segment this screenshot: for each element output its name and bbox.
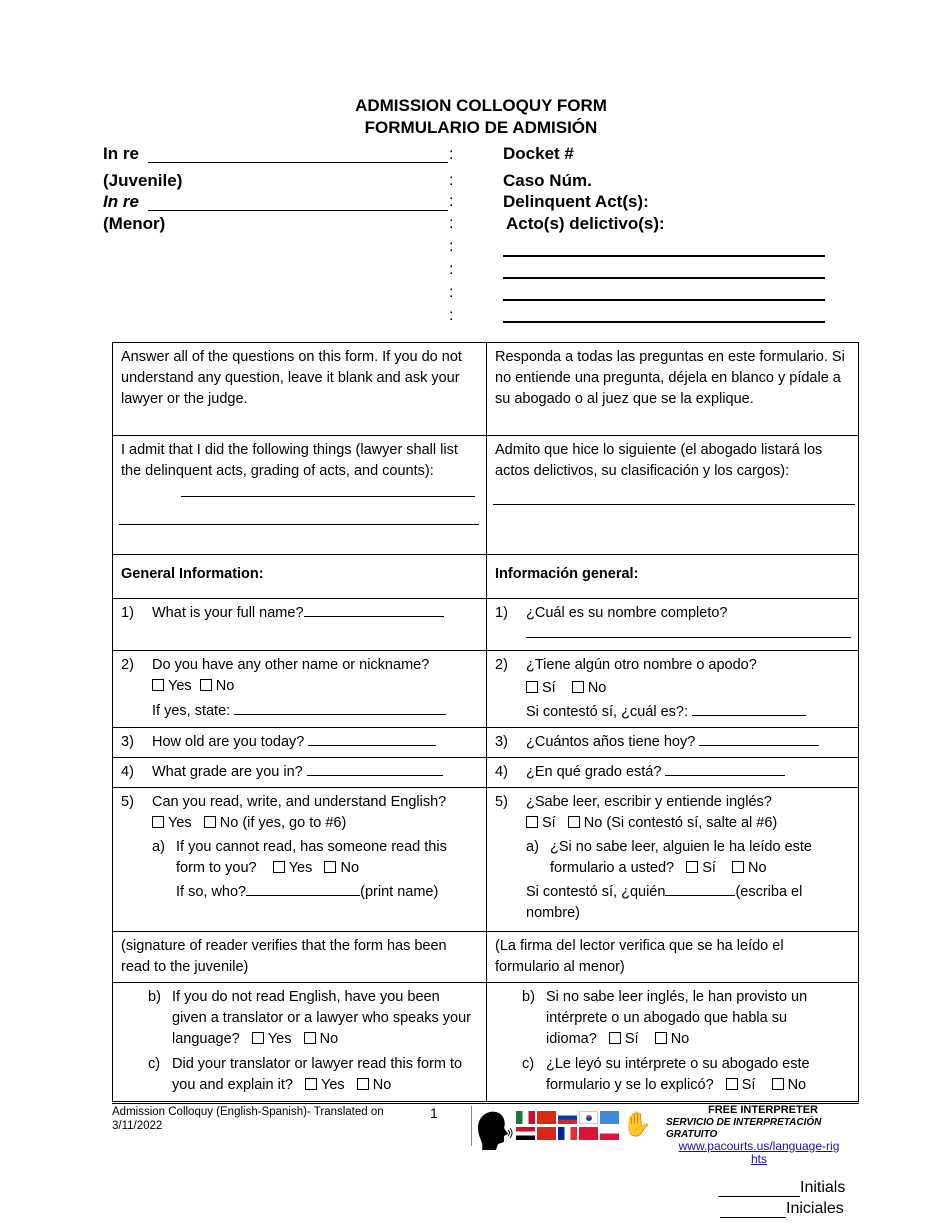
question-3-english (113, 728, 487, 758)
no-label: No (787, 1077, 807, 1093)
si-contesto-quien-label: Si contestó sí, ¿quién (526, 884, 666, 900)
caption-colon: : (449, 193, 454, 210)
question-4-text-english: What grade are you in? (152, 764, 303, 780)
no-checkbox[interactable] (732, 861, 744, 873)
admit-text-english: I admit that I did the following things (lawyer shall list the delinquent acts, grading of acts, and counts): (121, 442, 458, 479)
admit-row (113, 436, 859, 555)
grade-field-spanish[interactable] (665, 763, 785, 776)
yes-checkbox[interactable] (152, 679, 164, 691)
korea-flag-icon (579, 1111, 598, 1124)
somalia-flag-icon (600, 1111, 619, 1124)
yes-checkbox[interactable] (305, 1078, 317, 1090)
grade-field-english[interactable] (307, 763, 443, 776)
form-title-english: ADMISSION COLLOQUY FORM (355, 96, 607, 115)
admit-text-spanish: Admito que hice lo siguiente (el abogado listará los actos delictivos, su clasificación y los cargos): (495, 442, 823, 479)
caption-colon: : (449, 238, 454, 255)
no-checkbox[interactable] (324, 861, 336, 873)
question-b-text-english: If you do not read English, have you been given a translator or a lawyer who speaks your language? (172, 989, 472, 1047)
admit-field-spanish[interactable] (493, 492, 855, 505)
in-re-field[interactable] (148, 144, 448, 163)
no-label: No (215, 678, 235, 694)
si-checkbox[interactable] (726, 1078, 738, 1090)
question-2-text-spanish: ¿Tiene algún otro nombre o apodo? (526, 657, 757, 673)
question-number: 2) (495, 657, 508, 673)
page-number: 1 (430, 1105, 438, 1121)
question-5a-text-spanish: ¿Si no sabe leer, alguien le ha leído este formulario a usted? (550, 839, 812, 876)
other-name-field-spanish[interactable] (692, 703, 806, 716)
admit-field-english[interactable] (181, 484, 475, 497)
delinquent-act-line[interactable] (503, 299, 825, 301)
no-label: No (670, 1031, 690, 1047)
question-5a-text-english: If you cannot read, has someone read this form to you? (176, 839, 447, 876)
delinquent-act-line[interactable] (503, 321, 825, 323)
signature-row (113, 932, 859, 983)
vietnam-flag-icon (537, 1127, 556, 1140)
question-1-english (113, 599, 487, 651)
in-re-label-spanish: In re (103, 192, 139, 211)
caption-colon: : (449, 146, 454, 163)
yes-label: Yes (321, 1077, 345, 1093)
questions-bc-row (113, 983, 859, 1102)
signature-note-spanish: (La firma del lector verifica que se ha leído el formulario al menor) (487, 932, 859, 983)
yes-label: Yes (288, 860, 313, 876)
question-5-english (113, 788, 487, 932)
question-4-spanish (487, 758, 859, 788)
yes-label: Yes (168, 678, 192, 694)
no-checkbox[interactable] (357, 1078, 369, 1090)
initials-label: Initials (800, 1179, 846, 1196)
initials-field[interactable] (718, 1180, 800, 1197)
france-flag-icon (558, 1127, 577, 1140)
delinquent-act-line[interactable] (503, 277, 825, 279)
age-field-english[interactable] (308, 733, 436, 746)
question-3-text-spanish: ¿Cuántos años tiene hoy? (526, 734, 696, 750)
no-label: No (319, 1031, 339, 1047)
question-number: 1) (495, 605, 508, 621)
russia-flag-icon (558, 1111, 577, 1124)
reader-name-field-spanish[interactable] (665, 883, 735, 896)
caso-label: Caso Núm. (503, 171, 592, 190)
iniciales-field[interactable] (720, 1201, 786, 1218)
si-label: Sí (702, 860, 716, 876)
si-label: Sí (624, 1031, 639, 1047)
escriba-nombre-label: (escriba el nombre) (526, 884, 803, 921)
question-2-english (113, 651, 487, 728)
caption-colon: : (449, 307, 454, 324)
si-checkbox[interactable] (526, 681, 538, 693)
if-so-who-label: If so, who? (176, 884, 247, 900)
si-label: Sí (542, 815, 556, 831)
in-re-field-spanish[interactable] (148, 192, 448, 211)
footer-translation-note: Admission Colloquy (English-Spanish)- Translated on 3/11/2022 (112, 1106, 384, 1132)
banner-divider (471, 1106, 472, 1146)
instructions-english: Answer all of the questions on this form. If you do not understand any question, leave it blank and ask your lawyer or the judge. (113, 343, 487, 436)
question-c-text-english: Did your translator or lawyer read this form to you and explain it? (172, 1056, 463, 1093)
question-4-text-spanish: ¿En qué grado está? (526, 764, 662, 780)
sub-label-b: b) (522, 989, 535, 1005)
in-re-label: In re (103, 144, 139, 163)
question-number: 5) (121, 794, 134, 810)
question-3-row (113, 728, 859, 758)
no-checkbox[interactable] (655, 1032, 667, 1044)
question-b-text-spanish: Si no sabe leer inglés, le han provisto un intérprete o un abogado que habla su idioma? (546, 989, 808, 1047)
yes-checkbox[interactable] (252, 1032, 264, 1044)
delinquent-acts-label: Delinquent Act(s): (503, 192, 649, 211)
china-flag-icon (537, 1111, 556, 1124)
question-3-spanish (487, 728, 859, 758)
signature-note-english: (signature of reader verifies that the form has been read to the juvenile) (113, 932, 487, 983)
no-label: No (340, 860, 360, 876)
general-info-spanish: Información general: (487, 555, 859, 599)
sub-label-a: a) (526, 839, 539, 855)
sub-label-c: c) (148, 1056, 161, 1072)
question-2-text-english: Do you have any other name or nickname? (152, 657, 430, 673)
admit-cell-spanish (487, 436, 859, 555)
yes-checkbox[interactable] (152, 816, 164, 828)
free-interpreter-label: FREE INTERPRETER (707, 1104, 818, 1116)
speaking-head-icon (474, 1108, 516, 1150)
question-number: 4) (495, 764, 508, 780)
si-label: Sí (542, 680, 556, 696)
question-c-text-spanish: ¿Le leyó su intérprete o su abogado este formulario y se lo explicó? (546, 1056, 810, 1093)
admit-cell-english (113, 436, 487, 555)
caption-colon: : (449, 284, 454, 301)
question-4-english (113, 758, 487, 788)
caption-colon: : (449, 172, 454, 189)
print-name-label: (print name) (360, 884, 439, 900)
menor-label: (Menor) (103, 214, 166, 233)
if-yes-state-label: If yes, state: (152, 703, 231, 719)
age-field-spanish[interactable] (699, 733, 819, 746)
si-checkbox[interactable] (526, 816, 538, 828)
question-4-row (113, 758, 859, 788)
question-5-spanish (487, 788, 859, 932)
yes-label: Yes (168, 815, 192, 831)
no-checkbox[interactable] (772, 1078, 784, 1090)
question-number: 3) (495, 734, 508, 750)
question-3-text-english: How old are you today? (152, 734, 305, 750)
no-label: No (if yes, go to #6) (219, 815, 347, 831)
no-label: No (Si contestó sí, salte al #6) (583, 815, 778, 831)
yes-label: Yes (267, 1031, 292, 1047)
egypt-flag-icon (516, 1127, 535, 1140)
language-rights-link[interactable]: www.pacourts.us/language-rights (678, 1139, 840, 1166)
no-checkbox[interactable] (204, 816, 216, 828)
no-label: No (587, 680, 607, 696)
sign-language-icon: ✋ (622, 1111, 652, 1138)
admit-field-english-2[interactable] (119, 512, 479, 525)
question-2-row (113, 651, 859, 728)
servicio-interpretacion-label: SERVICIO DE INTERPRETACIÓN GRATUITO (666, 1117, 822, 1140)
questions-bc-english (113, 983, 487, 1102)
question-1-text-english: What is your full name? (152, 605, 304, 621)
yes-checkbox[interactable] (273, 861, 285, 873)
question-number: 2) (121, 657, 134, 673)
question-number: 3) (121, 734, 134, 750)
question-number: 1) (121, 605, 134, 621)
general-info-english: General Information: (113, 555, 487, 599)
mexico-flag-icon (516, 1111, 535, 1124)
question-5-text-english: Can you read, write, and understand English? (152, 794, 447, 810)
docket-label: Docket # (503, 144, 574, 163)
instructions-row (113, 343, 859, 436)
iniciales-label: Iniciales (786, 1200, 844, 1217)
poland-flag-icon (600, 1127, 619, 1140)
actos-delictivos-label: Acto(s) delictivo(s): (506, 214, 665, 233)
question-5-row (113, 788, 859, 932)
no-checkbox[interactable] (568, 816, 580, 828)
no-checkbox[interactable] (304, 1032, 316, 1044)
caption-colon: : (449, 261, 454, 278)
full-name-field-english[interactable] (304, 604, 444, 617)
no-label: No (748, 860, 767, 876)
no-checkbox[interactable] (200, 679, 212, 691)
juvenile-label: (Juvenile) (103, 171, 183, 190)
question-1-row (113, 599, 859, 651)
no-checkbox[interactable] (572, 681, 584, 693)
si-label: Sí (741, 1077, 756, 1093)
general-info-row (113, 555, 859, 599)
other-name-field-english[interactable] (234, 702, 446, 715)
sub-label-c: c) (522, 1056, 535, 1072)
question-number: 4) (121, 764, 134, 780)
caption-colon: : (449, 215, 454, 232)
full-name-field-spanish[interactable] (526, 627, 851, 638)
instructions-spanish: Responda a todas las preguntas en este formulario. Si no entiende una pregunta, déjela en blanco y pídale a su abogado o al juez que se la explique. (487, 343, 859, 436)
questions-bc-spanish (487, 983, 859, 1102)
si-contesto-label: Si contestó sí, ¿cuál es?: (526, 704, 688, 720)
form-title-spanish: FORMULARIO DE ADMISIÓN (364, 118, 598, 137)
question-5-text-spanish: ¿Sabe leer, escribir y entiende inglés? (526, 794, 772, 810)
si-checkbox[interactable] (609, 1032, 621, 1044)
question-2-spanish (487, 651, 859, 728)
no-label: No (372, 1077, 392, 1093)
nepal-flag-icon (579, 1127, 598, 1140)
question-1-spanish (487, 599, 859, 651)
sub-label-b: b) (148, 989, 161, 1005)
reader-name-field-english[interactable] (246, 883, 360, 896)
sub-label-a: a) (152, 839, 165, 855)
delinquent-act-line[interactable] (503, 255, 825, 257)
si-checkbox[interactable] (686, 861, 698, 873)
colloquy-table (112, 342, 859, 1102)
question-number: 5) (495, 794, 508, 810)
question-1-text-spanish: ¿Cuál es su nombre completo? (526, 605, 728, 621)
